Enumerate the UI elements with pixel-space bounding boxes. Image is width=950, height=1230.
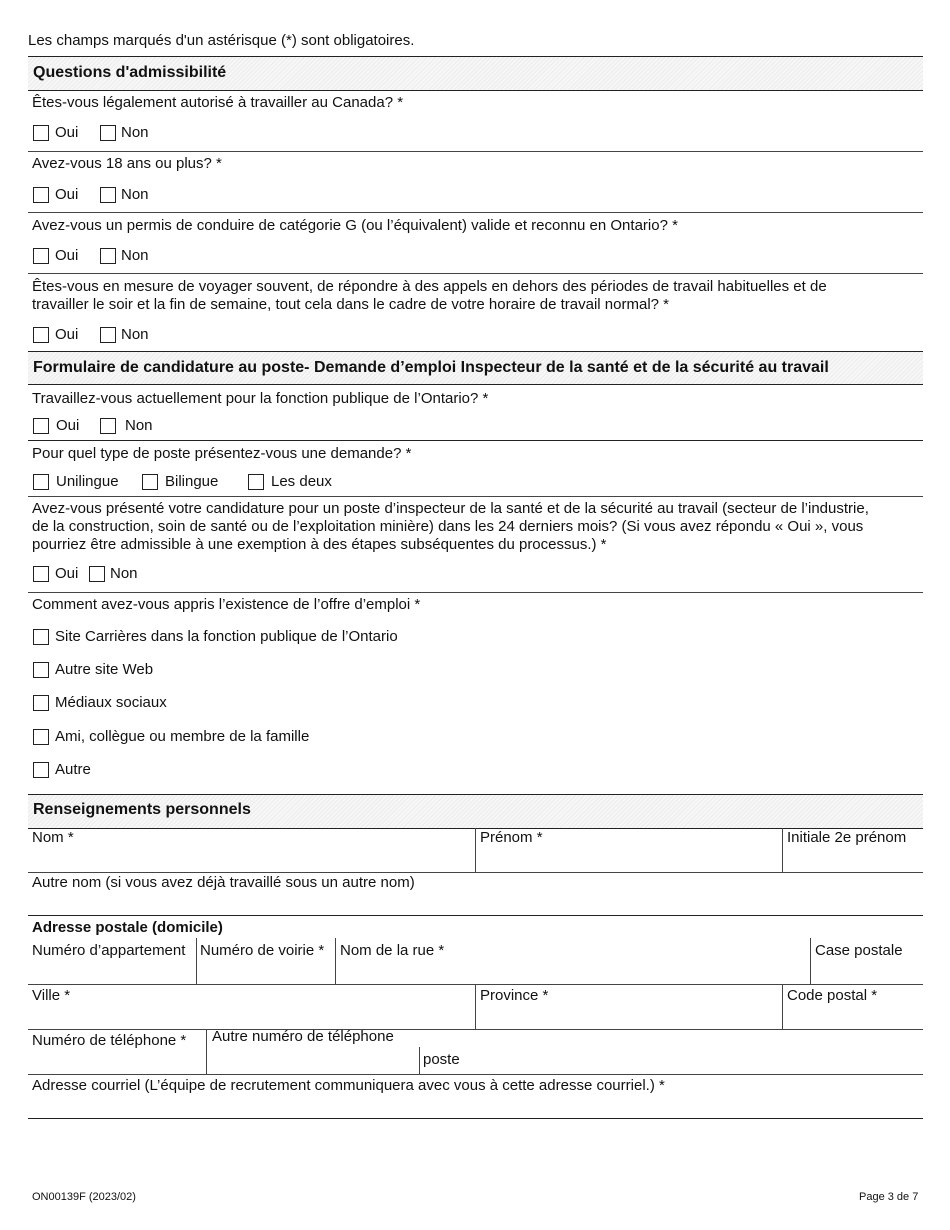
q1-no-checkbox[interactable] <box>100 125 116 141</box>
source-social-media-checkbox[interactable] <box>33 695 49 711</box>
first-name-field[interactable] <box>476 828 782 872</box>
q5-no-checkbox[interactable] <box>100 418 116 434</box>
section-header-personal <box>28 794 923 829</box>
q1-yes-checkbox[interactable] <box>33 125 49 141</box>
question-work-authorization: Êtes-vous légalement autorisé à travailler au Canada? * <box>32 94 404 111</box>
other-phone-label: Autre numéro de téléphone <box>212 1028 394 1045</box>
question-prior-application-line1: Avez-vous présenté votre candidature pour un poste d’inspecteur de la santé et de la sécurité au travail (secteur de l’industrie, <box>32 500 869 517</box>
section-title: Formulaire de candidature au poste- Demande d’emploi Inspecteur de la santé et de la sécurité au travail <box>33 359 829 376</box>
section-title: Questions d'admissibilité <box>33 64 227 81</box>
question-prior-application-line2: de la construction, soin de santé ou de l’exploitation minière) dans les 24 derniers mois? (Si vous avez répondu « Oui », vous <box>32 518 864 535</box>
phone-label: Numéro de téléphone * <box>32 1032 187 1049</box>
q1-yes-label: Oui <box>55 124 79 141</box>
q5-no-label: Non <box>125 417 153 434</box>
q3-no-label: Non <box>121 247 149 264</box>
les-deux-checkbox[interactable] <box>248 474 264 490</box>
q5-yes-label: Oui <box>56 417 80 434</box>
divider <box>28 915 923 916</box>
q3-no-checkbox[interactable] <box>100 248 116 264</box>
postal-code-label: Code postal * <box>787 987 878 1004</box>
divider <box>28 496 923 497</box>
question-travel-line1: Êtes-vous en mesure de voyager souvent, de répondre à des appels en dehors des périodes de travail habituelles et de <box>32 278 827 295</box>
extension-field[interactable] <box>420 1047 923 1074</box>
street-name-label: Nom de la rue * <box>340 942 445 959</box>
divider <box>28 273 923 274</box>
province-field[interactable] <box>476 985 782 1029</box>
source-other-website-label: Autre site Web <box>55 661 154 678</box>
first-name-label: Prénom * <box>480 829 543 846</box>
street-number-label: Numéro de voirie * <box>200 942 325 959</box>
question-ops-employee: Travaillez-vous actuellement pour la fonction publique de l’Ontario? * <box>32 390 489 407</box>
apartment-number-field[interactable] <box>28 938 196 984</box>
q4-no-label: Non <box>121 326 149 343</box>
last-name-label: Nom * <box>32 829 74 846</box>
page-number: Page 3 de 7 <box>859 1191 919 1203</box>
street-name-field[interactable] <box>336 938 810 984</box>
extension-label: poste <box>423 1051 460 1068</box>
question-age: Avez-vous 18 ans ou plus? * <box>32 155 222 172</box>
divider <box>28 1118 923 1119</box>
source-social-media-label: Médiaux sociaux <box>55 694 167 711</box>
street-number-field[interactable] <box>197 938 335 984</box>
source-referral-checkbox[interactable] <box>33 729 49 745</box>
required-fields-note: Les champs marqués d'un astérisque (*) sont obligatoires. <box>28 32 415 49</box>
last-name-field[interactable] <box>28 828 475 872</box>
other-phone-field[interactable] <box>207 1030 419 1074</box>
question-position-type: Pour quel type de poste présentez-vous une demande? * <box>32 445 412 462</box>
divider <box>28 440 923 441</box>
middle-initial-field[interactable] <box>783 828 923 872</box>
other-name-label: Autre nom (si vous avez déjà travaillé sous un autre nom) <box>32 874 415 891</box>
q7-no-checkbox[interactable] <box>89 566 105 582</box>
po-box-label: Case postale <box>815 942 903 959</box>
address-heading: Adresse postale (domicile) <box>32 919 223 936</box>
source-other-website-checkbox[interactable] <box>33 662 49 678</box>
section-header-eligibility <box>28 56 923 91</box>
q2-no-label: Non <box>121 186 149 203</box>
po-box-field[interactable] <box>811 938 923 984</box>
divider <box>28 212 923 213</box>
unilingue-label: Unilingue <box>56 473 119 490</box>
q4-no-checkbox[interactable] <box>100 327 116 343</box>
province-label: Province * <box>480 987 549 1004</box>
question-job-source: Comment avez-vous appris l’existence de l’offre d’emploi * <box>32 596 421 613</box>
q2-yes-checkbox[interactable] <box>33 187 49 203</box>
question-driver-licence: Avez-vous un permis de conduire de catégorie G (ou l’équivalent) valide et reconnu en Ontario? * <box>32 217 678 234</box>
q4-yes-checkbox[interactable] <box>33 327 49 343</box>
q7-yes-label: Oui <box>55 565 79 582</box>
postal-code-field[interactable] <box>783 985 923 1029</box>
les-deux-label: Les deux <box>271 473 332 490</box>
q2-yes-label: Oui <box>55 186 79 203</box>
bilingue-checkbox[interactable] <box>142 474 158 490</box>
q4-yes-label: Oui <box>55 326 79 343</box>
divider <box>28 592 923 593</box>
email-field[interactable] <box>28 1075 923 1118</box>
q3-yes-checkbox[interactable] <box>33 248 49 264</box>
form-identifier: ON00139F (2023/02) <box>32 1191 136 1203</box>
question-travel-line2: travailler le soir et la fin de semaine, tout cela dans le cadre de votre horaire de travail normal? * <box>32 296 669 313</box>
phone-field[interactable] <box>28 1030 206 1074</box>
apartment-number-label: Numéro d’appartement <box>32 942 186 959</box>
q7-no-label: Non <box>110 565 138 582</box>
bilingue-label: Bilingue <box>165 473 219 490</box>
divider <box>28 151 923 152</box>
q2-no-checkbox[interactable] <box>100 187 116 203</box>
question-prior-application-line3: pourriez être admissible à une exemption à des étapes subséquentes du processus.) * <box>32 536 607 553</box>
q5-yes-checkbox[interactable] <box>33 418 49 434</box>
city-field[interactable] <box>28 985 475 1029</box>
source-referral-label: Ami, collègue ou membre de la famille <box>55 728 310 745</box>
q7-yes-checkbox[interactable] <box>33 566 49 582</box>
q3-yes-label: Oui <box>55 247 79 264</box>
middle-initial-label: Initiale 2e prénom <box>787 829 907 846</box>
other-name-field[interactable] <box>28 873 923 915</box>
section-header-application <box>28 351 923 385</box>
source-other-checkbox[interactable] <box>33 762 49 778</box>
source-ops-careers-label: Site Carrières dans la fonction publique de l’Ontario <box>55 628 398 645</box>
source-other-label: Autre <box>55 761 91 778</box>
source-ops-careers-checkbox[interactable] <box>33 629 49 645</box>
q1-no-label: Non <box>121 124 149 141</box>
email-label: Adresse courriel (L’équipe de recrutement communiquera avec vous à cette adresse courriel.) * <box>32 1077 665 1094</box>
section-title: Renseignements personnels <box>33 801 251 818</box>
city-label: Ville * <box>32 987 71 1004</box>
unilingue-checkbox[interactable] <box>33 474 49 490</box>
